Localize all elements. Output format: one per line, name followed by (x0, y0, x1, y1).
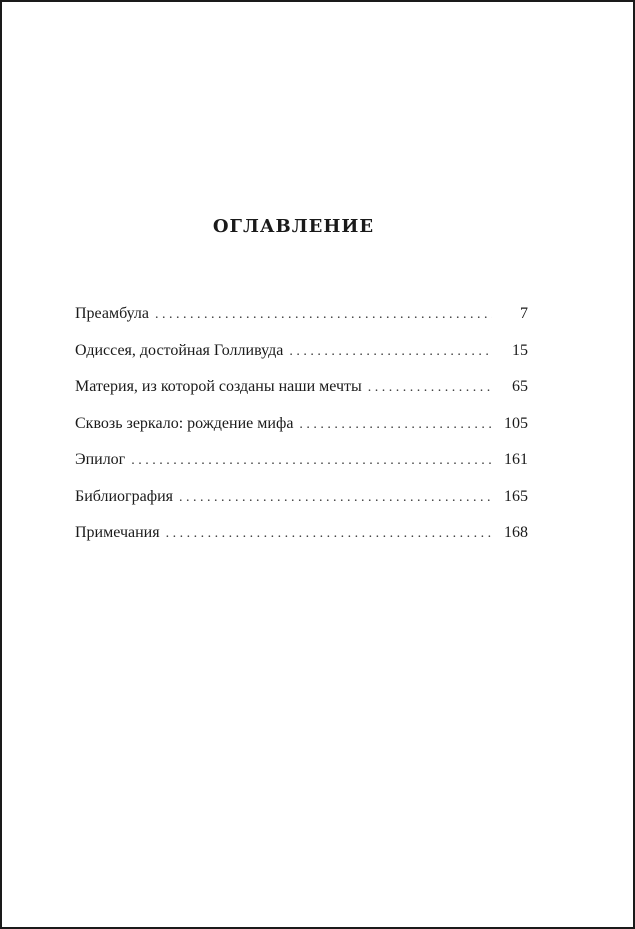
toc-entry-label: Эпилог (75, 451, 126, 468)
dot-leader (368, 377, 492, 399)
toc-entry (75, 376, 528, 413)
toc-entry-label: Библиография (75, 487, 173, 505)
toc-entry-page: 15 (512, 341, 528, 359)
toc-entry-label: Сквозь зеркало: рождение мифа (75, 414, 294, 432)
toc-entry (75, 522, 528, 559)
dot-leader (179, 487, 492, 509)
dot-leader (155, 304, 492, 326)
toc-entry-page: 165 (504, 487, 528, 505)
toc-entry-page: 65 (512, 378, 528, 395)
dot-leader (166, 523, 492, 545)
toc-entry-page: 161 (504, 451, 528, 468)
toc-entry (75, 449, 528, 486)
toc-entry-page: 7 (520, 305, 528, 322)
toc-entry-page: 105 (504, 414, 528, 432)
toc-entry (75, 486, 528, 523)
toc-entry-label: Одиссея, достойная Голливуда (75, 341, 284, 359)
dot-leader (131, 450, 492, 472)
toc-entry-label: Примечания (75, 524, 160, 541)
toc-entry-page: 168 (504, 524, 528, 541)
toc-list (75, 303, 528, 559)
dot-leader (289, 341, 492, 363)
toc-entry (75, 303, 528, 340)
toc-title: ОГЛАВЛЕНИЕ (212, 216, 375, 237)
toc-entry-label: Материя, из которой созданы наши мечты (75, 378, 362, 395)
toc-entry (75, 413, 528, 450)
toc-entry-label: Преамбула (75, 305, 149, 322)
toc-entry (75, 340, 528, 377)
dot-leader (299, 414, 492, 436)
